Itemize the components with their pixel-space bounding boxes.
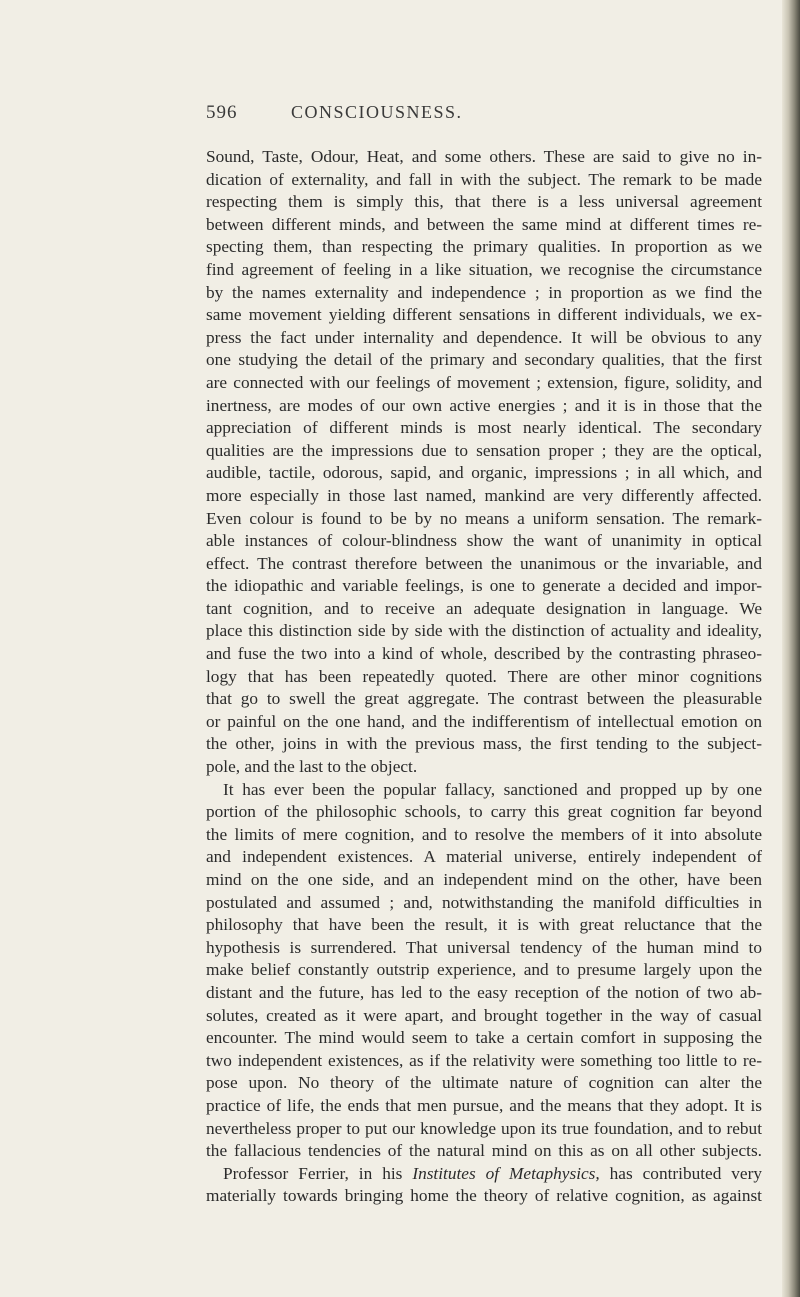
text-line: make belief constantly outstrip experience, and to presume largely upon the: [206, 960, 762, 980]
text-line: postulated and assumed ; and, notwithstanding the manifold difficulties in: [206, 892, 762, 912]
text-line: the other, joins in with the previous mass, the first tending to the subject-: [206, 734, 762, 754]
text-line: able instances of colour-blindness show the want of unanimity in optical: [206, 531, 762, 551]
text-line: press the fact under internality and dependence. It will be obvious to any: [206, 327, 762, 347]
text-line: place this distinction side by side with the distinction of actuality and ideality,: [206, 621, 762, 641]
text-line: Even colour is found to be by no means a uniform sensation. The remark-: [206, 508, 762, 528]
text-line: distant and the future, has led to the easy reception of the notion of two ab-: [206, 982, 762, 1002]
text-line: appreciation of different minds is most nearly identical. The secondary: [206, 418, 762, 438]
text-line: between different minds, and between the same mind at different times re-: [206, 214, 762, 234]
running-head: CONSCIOUSNESS.: [291, 102, 463, 122]
text-line: dication of externality, and fall in with the subject. The remark to be made: [206, 169, 762, 189]
text-line: tant cognition, and to receive an adequate designation in language. We: [206, 598, 762, 618]
text-line: mind on the one side, and an independent mind on the other, have been: [206, 870, 762, 889]
page-header: [206, 102, 766, 128]
text-fragment: Professor Ferrier, in his: [223, 1163, 413, 1183]
text-line: practice of life, the ends that men pursue, and the means that they adopt. It is: [206, 1095, 762, 1115]
text-line: nevertheless proper to put our knowledge upon its true foundation, and to rebut: [206, 1118, 762, 1138]
text-line: the fallacious tendencies of the natural mind on this as on all other subjects.: [206, 1141, 762, 1161]
text-line: encounter. The mind would seem to take a certain comfort in supposing the: [206, 1028, 762, 1048]
body-text: [206, 146, 762, 1208]
text-line: that go to swell the great aggregate. The contrast between the pleasurable: [206, 689, 762, 709]
paragraph-start-line: [206, 1163, 762, 1186]
text-line: solutes, created as it were apart, and brought together in the way of casual: [206, 1005, 762, 1025]
text-line: specting them, than respecting the primary qualities. In proportion as we: [206, 237, 762, 257]
text-line: Sound, Taste, Odour, Heat, and some others. These are said to give no in-: [206, 147, 762, 166]
text-line: logy that has been repeatedly quoted. There are other minor cognitions: [206, 666, 762, 686]
text-line: inertness, are modes of our own active energies ; and it is in those that the: [206, 395, 762, 415]
text-line: hypothesis is surrendered. That universal tendency of the human mind to: [206, 937, 762, 957]
text-line: materially towards bringing home the theory of relative cognition, as against: [206, 1186, 762, 1206]
text-line: by the names externality and independence ; in proportion as we find the: [206, 282, 762, 302]
text-line: qualities are the impressions due to sensation proper ; they are the optical,: [206, 440, 762, 460]
text-line: or painful on the one hand, and the indifferentism of intellectual emotion on: [206, 711, 762, 731]
text-line: audible, tactile, odorous, sapid, and organic, impressions ; in all which, and: [206, 463, 762, 483]
text-line: the limits of mere cognition, and to resolve the members of it into absolute: [206, 824, 762, 844]
text-line: two independent existences, as if the relativity were something too little to re-: [206, 1050, 762, 1070]
text-line: and fuse the two into a kind of whole, described by the contrasting phraseo-: [206, 644, 762, 664]
text-line: the idiopathic and variable feelings, is one to generate a decided and impor-: [206, 576, 762, 596]
text-line: effect. The contrast therefore between the unanimous or the invariable, and: [206, 553, 762, 573]
book-title: Institutes of Metaphysics,: [412, 1163, 600, 1183]
text-line: find agreement of feeling in a like situation, we recognise the circumstance: [206, 259, 762, 279]
text-line: and independent existences. A material universe, entirely independent of: [206, 847, 762, 867]
text-line: respecting them is simply this, that there is a less universal agreement: [206, 192, 762, 212]
text-line: same movement yielding different sensations in different individuals, we ex-: [206, 305, 762, 325]
text-line: are connected with our feelings of movement ; extension, figure, solidity, and: [206, 372, 762, 392]
text-line: more especially in those last named, mankind are very differently affected.: [206, 485, 762, 505]
page-edge-shadow: [782, 0, 800, 1297]
text-line: pose upon. No theory of the ultimate nature of cognition can alter the: [206, 1073, 762, 1093]
text-line: philosophy that have been the result, it is with great reluctance that the: [206, 915, 762, 935]
text-fragment: has contributed very: [599, 1163, 762, 1183]
paragraph-start-line: It has ever been the popular fallacy, sanctioned and propped up by one: [223, 779, 762, 799]
text-line: pole, and the last to the object.: [206, 757, 418, 777]
text-line: portion of the philosophic schools, to carry this great cognition far beyond: [206, 802, 762, 822]
text-line: one studying the detail of the primary and secondary qualities, that the first: [206, 350, 762, 370]
page-number: 596: [206, 102, 238, 123]
